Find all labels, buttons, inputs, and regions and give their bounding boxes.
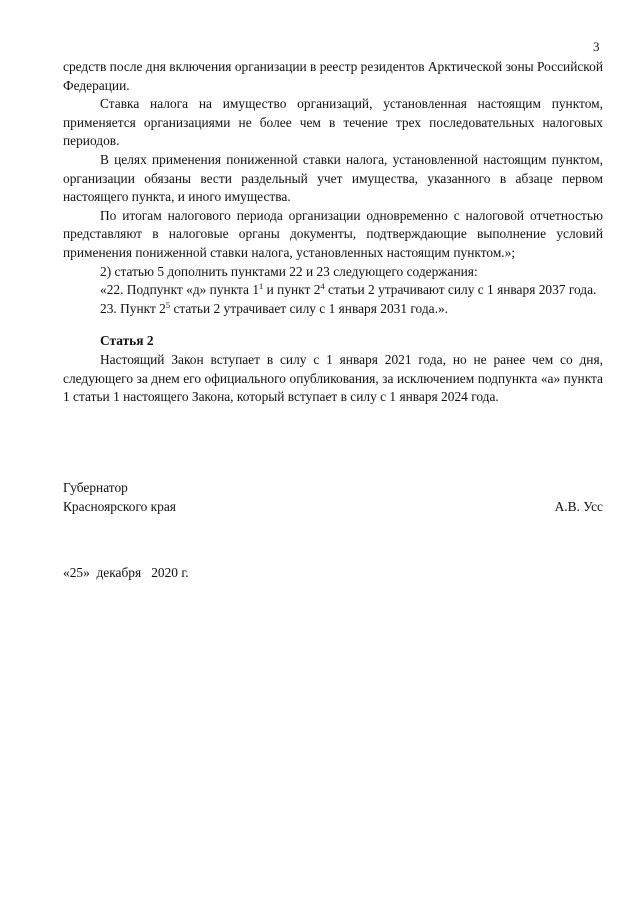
- paragraph-separate-accounting: В целях применения пониженной ставки налога, установленной настоящим пунктом, организации обязаны вести раздельный учет имущества, указанного в абзаце первом настоящего пункта, и иного имущества.: [63, 151, 603, 205]
- governor-region: Красноярского края: [63, 498, 176, 514]
- paragraph-item-23: [63, 300, 603, 319]
- governor-title: Губернатор: [63, 480, 128, 495]
- page-number: 3: [593, 39, 600, 54]
- item-23-text-start: 23. Пункт 2: [100, 300, 166, 316]
- paragraph-entry-into-force: Настоящий Закон вступает в силу с 1 января 2021 года, но не ранее чем со дня, следующего за днем его официального опубликования, за исключением подпункта «а» пункта 1 статьи 1 настоящего Закона, который вступает в силу с 1 января 2024 года.: [63, 351, 603, 405]
- item-22-text-mid: и пункт 2: [263, 282, 321, 298]
- governor-name: А.В. Усс: [554, 498, 603, 514]
- document-body: [63, 58, 603, 407]
- document-date: «25» декабря 2020 г.: [63, 565, 189, 580]
- item-22-text-end: статьи 2 утрачивают силу с 1 января 2037 года.: [324, 282, 597, 298]
- paragraph-item-22: [63, 281, 603, 300]
- article-2-heading: Статья 2: [100, 333, 154, 349]
- paragraph-continuation: средств после дня включения организации в реестр резидентов Арктической зоны Российской Федерации.: [63, 59, 603, 93]
- paragraph-amend-article-5: 2) статью 5 дополнить пунктами 22 и 23 следующего содержания:: [100, 263, 478, 279]
- superscript-1: 1: [259, 281, 264, 292]
- superscript-5: 5: [165, 299, 171, 310]
- item-23-text-end: статьи 2 утрачивает силу с 1 января 2031 года.».: [170, 300, 448, 316]
- superscript-4: 4: [320, 281, 325, 292]
- paragraph-tax-rate-period: Ставка налога на имущество организаций, установленная настоящим пунктом, применяется организациями не более чем в течение трех последовательных налоговых периодов.: [63, 96, 603, 149]
- paragraph-reporting: По итогам налогового периода организации одновременно с налоговой отчетностью представляют в налоговые органы документы, подтверждающие выполнение условий применения пониженной ставки налога, установленных настоящим пунктом.»;: [63, 207, 603, 260]
- item-22-text-start: «22. Подпункт «д» пункта 1: [100, 282, 260, 298]
- signature-block: [63, 479, 603, 516]
